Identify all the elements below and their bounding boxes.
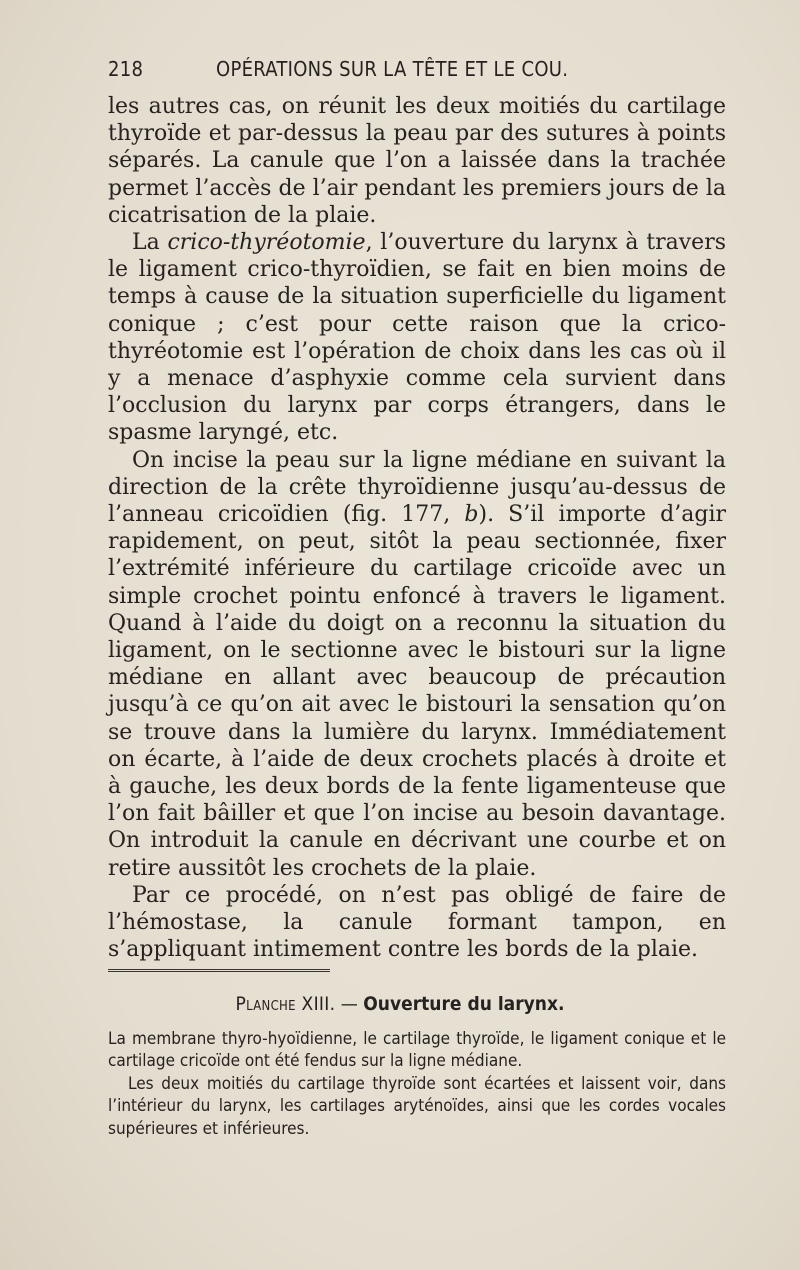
running-title: OPÉRATIONS SUR LA TÊTE ET LE COU.: [216, 57, 569, 81]
paragraph: [108, 93, 726, 229]
italic-term: crico-thyréotomie: [167, 230, 366, 256]
plate-separator: —: [335, 993, 364, 1015]
paragraph-text: Par ce procédé, on n’est pas obligé de faire de l’hémostase, la canule formant tampon, en s’appliquant intimement contre les bords de la plaie.: [108, 882, 726, 963]
plate-label: Planche XIII.: [235, 993, 336, 1015]
section-divider: [108, 969, 330, 972]
paragraph-text: ). S’il importe d’agir rapidement, on peut, sitôt la peau sectionnée, fixer l’extrémité inférieure du cartilage cricoïde avec un simple crochet pointu enfoncé à travers le ligament. Quand à l’aide du doigt on a reconnu la situation du ligament, on le sectionne avec le bistouri sur la ligne médiane en allant avec beaucoup de précaution jusqu’à ce qu’on ait avec le bistouri la sensation qu’on se trouve dans la lumière du larynx. Immédiatement on écarte, à l’aide de deux crochets placés à droite et à gauche, les deux bords de la fente ligamenteuse que l’on fait bâiller et que l’on incise au besoin davantage. On introduit la canule en décrivant une courbe et on retire aussitôt les crochets de la plaie.: [108, 502, 726, 881]
caption-paragraph: Les deux moitiés du cartilage thyroïde sont écartées et laissent voir, dans l’intérieur du larynx, les cartilages aryténoïdes, ainsi que les cordes vocales supérieures et inférieures.: [108, 1073, 726, 1139]
caption-paragraph: La membrane thyro-hyoïdienne, le cartilage thyroïde, le ligament conique et le cartilage cricoïde ont été fendus sur la ligne médiane.: [108, 1029, 726, 1072]
plate-title: Ouverture du larynx.: [363, 993, 565, 1015]
page-number: 218: [108, 57, 144, 81]
paragraph-lead: La: [132, 230, 168, 256]
italic-term: b: [464, 502, 479, 528]
plate-caption: [108, 1028, 726, 1140]
page-header: [108, 57, 728, 89]
plate-heading: [0, 993, 800, 1015]
body-text: [108, 93, 726, 964]
paragraph-text: les autres cas, on réunit les deux moitiés du cartilage thyroïde et par-dessus la peau par des sutures à points séparés. La canule que l’on a laissée dans la trachée permet l’accès de l’air pendant les premiers jours de la cicatrisation de la plaie.: [108, 94, 726, 228]
paragraph-lead: On incise la peau sur la ligne médiane en suivant la direction de la crête thyroïdienne jusqu’au-dessus de l’anneau cricoïdien (fig. 177,: [108, 447, 726, 528]
paragraph: [108, 882, 726, 964]
paragraph: [108, 229, 726, 447]
paragraph: [108, 447, 726, 882]
paragraph-text: , l’ouverture du larynx à travers le ligament crico-thyroïdien, se fait en bien moins de temps à cause de la situation superficielle du ligament conique ; c’est pour cette raison que la crico-thyréotomie est l’opération de choix dans les cas où il y a menace d’asphyxie comme cela survient dans l’occlusion du larynx par corps étrangers, dans le spasme laryngé, etc.: [108, 230, 726, 446]
